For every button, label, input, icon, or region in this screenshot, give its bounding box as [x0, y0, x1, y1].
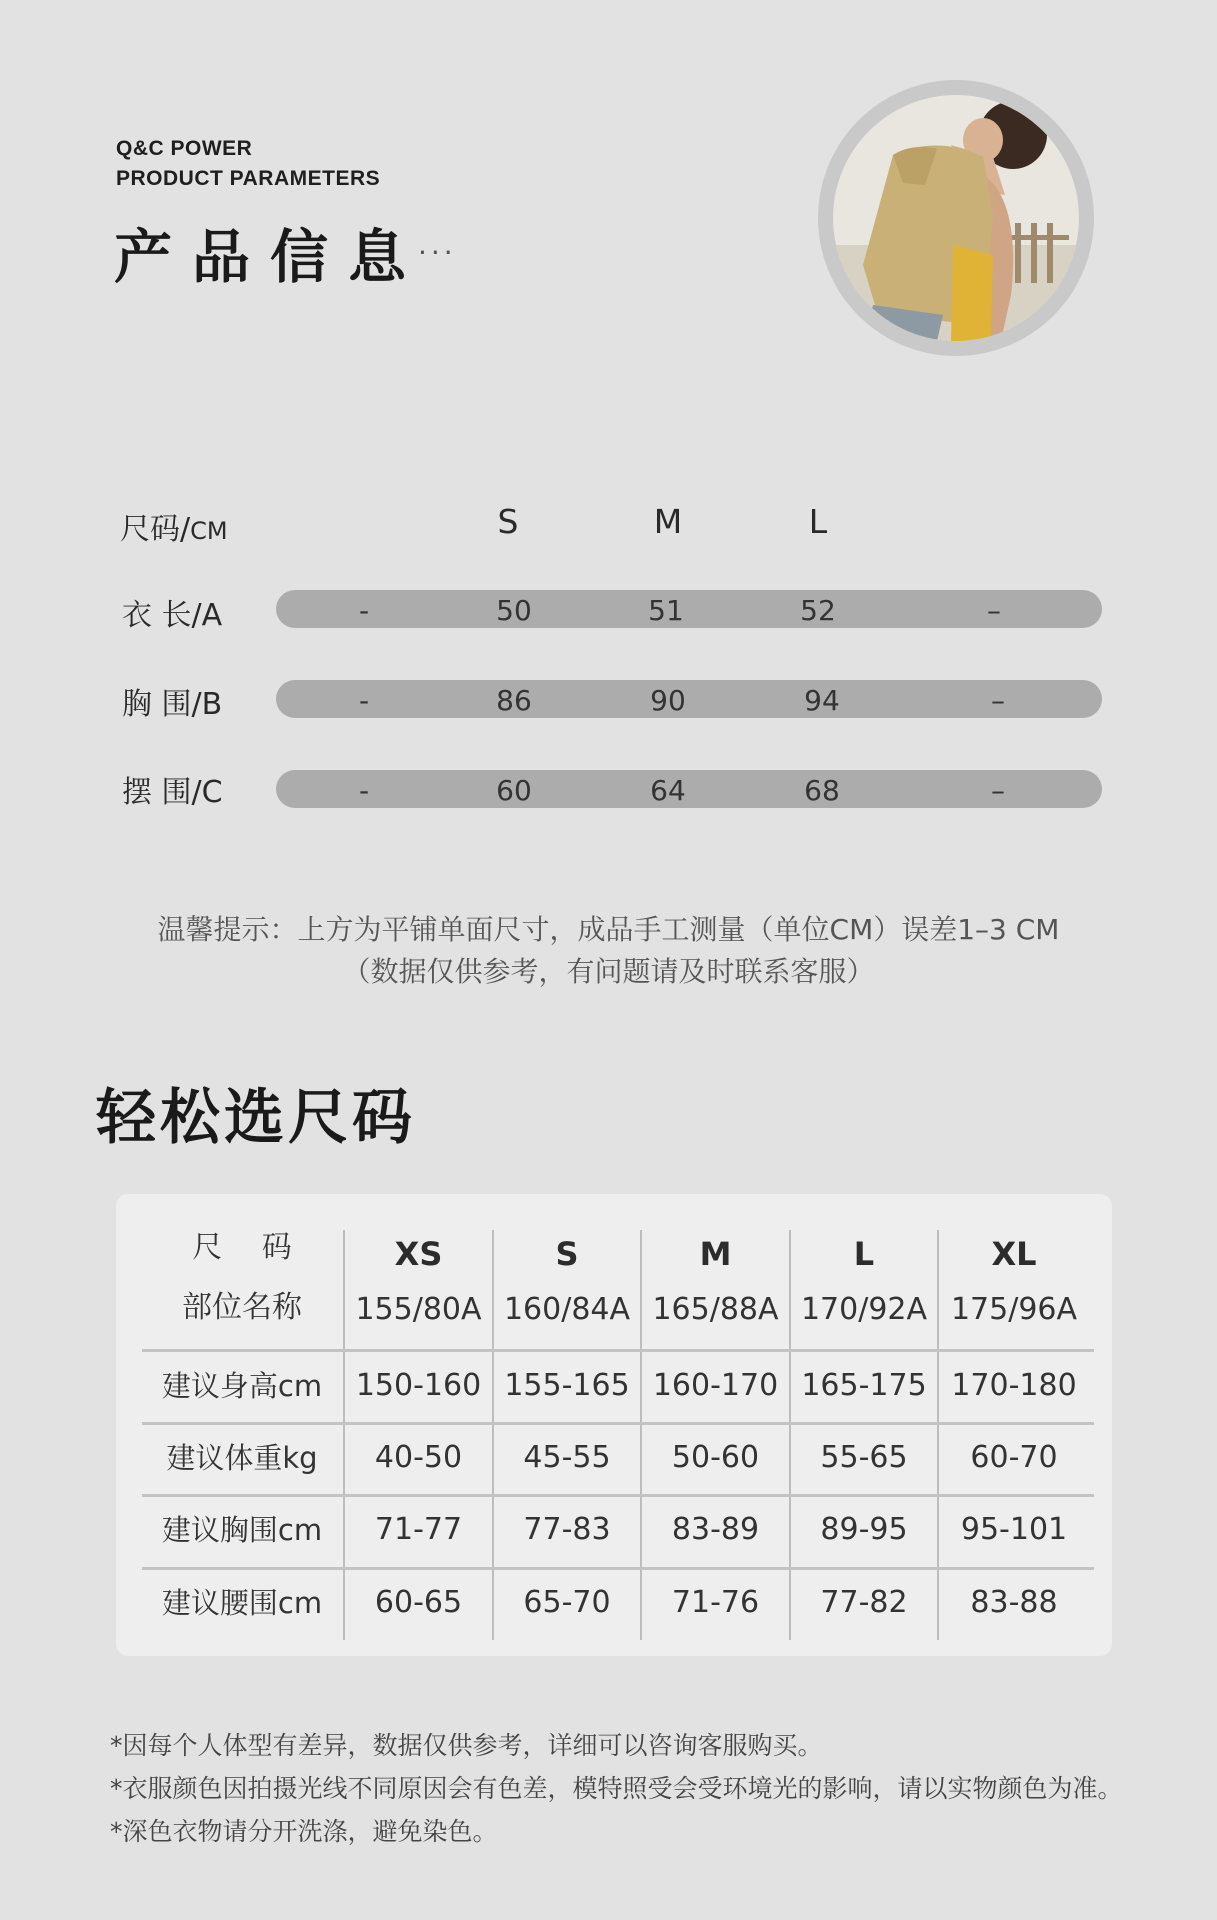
size-header-l: L: [808, 502, 828, 541]
size-header-m: M: [653, 502, 683, 541]
column-size: XL: [991, 1235, 1037, 1273]
note-line-2: *衣服颜色因拍摄光线不同原因会有色差，模特照受会受环境光的影响，请以实物颜色为准。: [110, 1774, 1123, 1803]
column-size: L: [853, 1235, 875, 1273]
size-guide-title: 轻松选尺码: [96, 1083, 416, 1153]
row-label-height: 建议身高cm: [161, 1369, 323, 1403]
bar-value: 50: [496, 594, 532, 627]
bar-value: –: [991, 774, 1005, 807]
table-cell: 50-60: [671, 1440, 760, 1475]
bar-value: -: [358, 684, 370, 717]
table-cell: 45-55: [523, 1440, 611, 1475]
table-cell: 60-65: [374, 1585, 463, 1620]
size-bar-chest: [276, 680, 1102, 718]
bar-value: –: [987, 594, 1001, 627]
column-spec: 175/96A: [950, 1292, 1078, 1327]
column-spec: 160/84A: [503, 1292, 631, 1327]
product-photo: [833, 95, 1079, 341]
corner-part-label: 部位名称: [182, 1290, 302, 1325]
size-header-s: S: [497, 502, 519, 541]
table-cell: 60-70: [970, 1440, 1058, 1475]
table-cell: 83-88: [970, 1585, 1058, 1620]
bar-value: 86: [496, 684, 532, 717]
row-label-hem: 摆 围/C: [122, 775, 223, 810]
note-line-1: *因每个人体型有差异，数据仅供参考，详细可以咨询客服购买。: [110, 1731, 823, 1760]
table-cell: 95-101: [960, 1512, 1068, 1547]
table-cell: 65-70: [523, 1585, 611, 1620]
bar-value: -: [358, 774, 370, 807]
row-label-chest: 胸 围/B: [122, 687, 223, 722]
column-spec: 170/92A: [800, 1292, 928, 1327]
row-divider: [142, 1567, 1094, 1570]
row-label-length: 衣 长/A: [122, 598, 223, 633]
bar-value: 94: [804, 684, 840, 717]
size-guide-table: [116, 1194, 1112, 1656]
title-dots: ···: [418, 236, 457, 269]
table-cell: 55-65: [820, 1440, 908, 1475]
bar-value: 68: [804, 774, 840, 807]
bar-value: 51: [648, 594, 684, 627]
size-label-unit: CM: [190, 517, 228, 545]
table-cell: 71-77: [374, 1512, 463, 1547]
table-cell: 155-165: [504, 1368, 630, 1403]
row-label-chest: 建议胸围cm: [161, 1513, 323, 1547]
table-cell: 150-160: [355, 1368, 482, 1403]
brand-name: Q&C POWER: [116, 137, 253, 160]
table-cell: 170-180: [951, 1368, 1077, 1403]
table-cell: 77-83: [523, 1512, 611, 1547]
bar-value: 90: [650, 684, 686, 717]
size-chart-header-label: [120, 504, 228, 548]
table-cell: 165-175: [801, 1368, 927, 1403]
size-label-text: 尺码/: [120, 512, 191, 547]
table-cell: 83-89: [671, 1512, 760, 1547]
note-line-3: *深色衣物请分开洗涤，避免染色。: [110, 1817, 498, 1846]
bar-value: 52: [800, 594, 836, 627]
bar-value: –: [991, 684, 1005, 717]
bar-value: -: [358, 594, 370, 627]
bar-value: 60: [496, 774, 532, 807]
table-cell: 160-170: [652, 1368, 779, 1403]
column-size: S: [555, 1235, 579, 1273]
tip-line-1: 温馨提示：上方为平铺单面尺寸，成品手工测量（单位CM）误差1–3 CM: [157, 913, 1060, 946]
column-size: M: [699, 1235, 732, 1273]
row-label-weight: 建议体重kg: [166, 1441, 318, 1475]
table-cell: 40-50: [374, 1440, 463, 1475]
column-size: XS: [394, 1235, 443, 1273]
corner-size-label: 尺 码: [192, 1230, 292, 1265]
table-cell: 71-76: [671, 1585, 760, 1620]
row-divider: [142, 1422, 1094, 1425]
bar-value: 64: [650, 774, 686, 807]
row-label-waist: 建议腰围cm: [161, 1586, 323, 1620]
tip-line-2: （数据仅供参考，有问题请及时联系客服）: [342, 955, 875, 988]
size-bar-length: [276, 590, 1102, 628]
table-cell: 77-82: [820, 1585, 908, 1620]
table-cell: 89-95: [820, 1512, 908, 1547]
row-divider: [142, 1349, 1094, 1352]
column-spec: 155/80A: [355, 1292, 482, 1327]
page-title: 产品信息: [114, 223, 427, 291]
size-bar-hem: [276, 770, 1102, 808]
column-spec: 165/88A: [652, 1292, 779, 1327]
brand-block: [116, 134, 380, 194]
row-divider: [142, 1494, 1094, 1497]
brand-subtitle: PRODUCT PARAMETERS: [116, 167, 381, 190]
